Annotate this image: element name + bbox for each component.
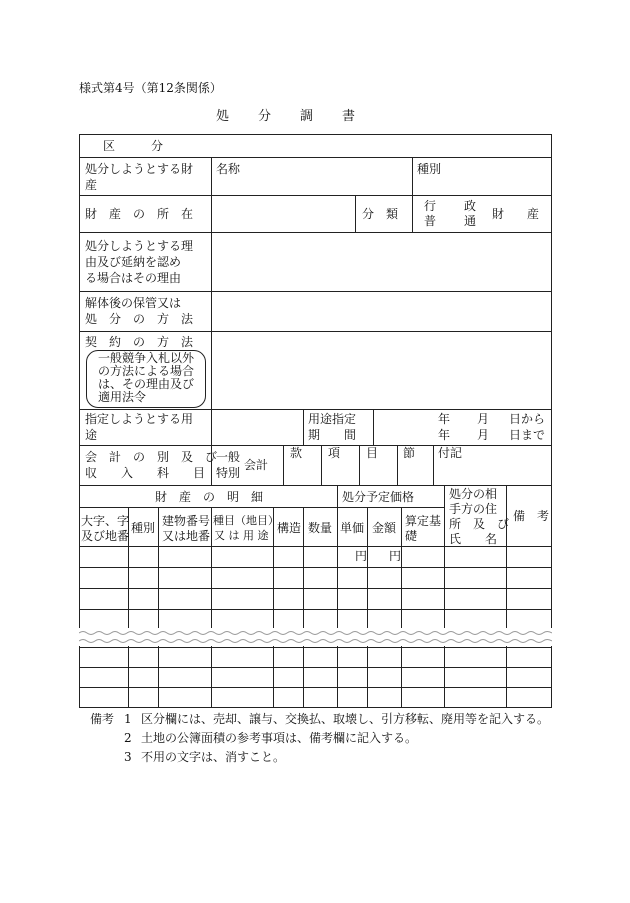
moku-label: 目 — [366, 446, 379, 460]
col-kind: 種別 — [131, 521, 156, 535]
from-month: 月 — [477, 412, 490, 426]
to-day: 日まで — [509, 428, 546, 442]
page-title: 処 分 調 書 — [216, 109, 357, 124]
col-basis-line1: 算定基 — [405, 514, 442, 528]
col-amount: 金額 — [372, 521, 397, 535]
table-break — [79, 628, 552, 646]
kubun-label: 区 分 — [103, 139, 164, 153]
col-structure: 構造 — [277, 521, 302, 535]
notes-label: 備考 — [90, 712, 115, 726]
col-aza-line2: 及び地番 — [81, 529, 130, 543]
normal-char-1: 普 — [424, 214, 437, 228]
note-3-number: 3 — [124, 750, 132, 764]
reason-label-line1: 処分しようとする理 — [85, 239, 194, 253]
use-period-line1: 用途指定 — [308, 412, 357, 426]
col-aza-line1: 大字、字 — [81, 514, 130, 528]
storage-label-line2: 処 分 の 方 法 — [85, 312, 194, 326]
from-year: 年 — [438, 412, 451, 426]
col-unit-price: 単価 — [340, 521, 365, 535]
san-char: 産 — [527, 207, 540, 221]
fuki-label: 付記 — [438, 446, 463, 460]
contract-note-line3: は、その理由及び — [98, 377, 195, 391]
use-period-line2: 期 間 — [308, 428, 357, 442]
note-1: 区分欄には、売却、譲与、交換払、取壊し、引方移転、廃用等を記入する。 — [141, 712, 550, 726]
contract-label: 契 約 の 方 法 — [85, 335, 194, 349]
col-bldg-line2: 又は地番 — [162, 529, 211, 543]
to-year: 年 — [438, 428, 451, 442]
reason-label-line3: る場合はその理由 — [85, 271, 182, 285]
storage-label-line1: 解体後の保管又は — [85, 296, 182, 310]
kan-label: 款 — [290, 446, 303, 460]
partner-header-line1: 処分の相 — [449, 487, 498, 501]
kou-label: 項 — [328, 446, 341, 460]
note-1-number: 1 — [124, 712, 132, 726]
col-qty: 数量 — [308, 521, 333, 535]
partner-header-line3: 所 及 び — [449, 517, 510, 531]
designate-label-line1: 指定しようとする用 — [85, 412, 194, 426]
kaikei-label: 会計 — [244, 458, 269, 472]
remarks-header: 備 考 — [513, 509, 550, 523]
contract-note-line2: の方法による場合 — [98, 364, 195, 378]
reason-label-line2: 由及び延納を認め — [85, 255, 182, 269]
kind-label: 種別 — [417, 162, 442, 176]
admin-char-2: 政 — [464, 199, 477, 213]
designate-label-line2: 途 — [85, 428, 98, 442]
col-item-line1: 種目（地目） — [213, 514, 279, 527]
col-basis-line2: 礎 — [405, 529, 418, 543]
classification-label: 分 類 — [362, 207, 399, 221]
to-month: 月 — [477, 428, 490, 442]
unit-price-yen: 円 — [355, 549, 368, 563]
general-account: 一般 — [216, 450, 241, 464]
form-number: 様式第4号（第12条関係） — [79, 81, 222, 95]
contract-note-line1: 一般競争入札以外 — [98, 351, 195, 365]
location-label: 財 産 の 所 在 — [85, 207, 194, 221]
partner-header-line4: 氏 名 — [449, 532, 498, 546]
col-item-line2: 又 は 用 途 — [214, 529, 269, 542]
amount-yen: 円 — [389, 549, 402, 563]
note-2: 土地の公簿面積の参考事項は、備考欄に記入する。 — [141, 731, 418, 745]
zai-char: 財 — [492, 207, 505, 221]
note-3: 不用の文字は、消すこと。 — [141, 750, 286, 764]
account-label-line1: 会 計 の 別 及 び — [85, 450, 218, 464]
normal-char-2: 通 — [464, 214, 477, 228]
account-label-line2: 収 入 科 目 — [85, 466, 206, 480]
special-account: 特別 — [216, 466, 241, 480]
partner-header-line2: 手方の住 — [449, 502, 498, 516]
admin-char-1: 行 — [424, 199, 437, 213]
details-header: 財 産 の 明 細 — [155, 490, 264, 504]
from-day: 日から — [509, 412, 546, 426]
property-label-line1: 処分しようとする財 — [85, 162, 194, 176]
name-label: 名称 — [216, 162, 241, 176]
property-label-line2: 産 — [85, 178, 98, 192]
price-header: 処分予定価格 — [342, 490, 415, 504]
contract-note-line4: 適用法令 — [98, 390, 147, 404]
col-bldg-line1: 建物番号 — [162, 514, 211, 528]
note-2-number: 2 — [124, 731, 132, 745]
setsu-label: 節 — [403, 446, 416, 460]
